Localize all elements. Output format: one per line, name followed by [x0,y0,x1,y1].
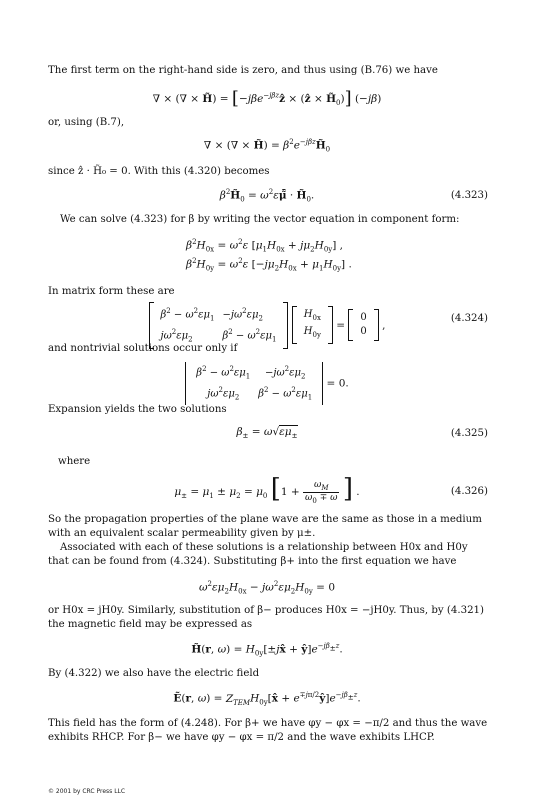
equation-number-4325: (4.325) [450,428,488,439]
equation-4325: $\beta_\pm = \omega√\varepsilon\mu_\pm$ [236,426,298,441]
equation-substitution: $\omega^2\varepsilon\mu_2H_{0x} - j\omega^2\varepsilon\mu_2H_{0y} = 0$ [198,580,335,596]
equation-curl-2: ∇ × (∇ × H̃) = $\beta^2e^{-j\beta z}H̃_0$ [203,138,331,154]
paragraph-10: Associated with each of these solutions is a relationship between H0x and H0y that can be found from (4.324). Substituting β+ into the first equation we have [48,542,468,567]
equation-4326: $\mu_\pm = \mu_1 \pm \mu_2 = \mu_0$ [1 + $\frac{\omega_M}{\omega_0 \mp \omega}$ ] . [174,474,360,505]
paragraph-7: Expansion yields the two solutions [48,404,227,415]
equation-component-form: $\beta^2H_{0x} = \omega^2\varepsilon$ $[\mu_1H_{0x} + j\mu_2H_{0y}]$ , $\beta^2H_{0y} = \omega^2\varepsilon$ $[-j\mu_2H_{0x} + \mu_1H_{0y}]$ . [186,238,352,273]
paragraph-8: where [58,456,91,467]
equation-number-4326: (4.326) [450,486,488,497]
equation-curl-1: ∇ × (∇ × H̃) = [−jβe$^{-j\beta z}$ẑ × (ẑ × $H̃_0$)] (−jβ) [152,88,382,109]
paragraph-11: or H0x = jH0y. Similarly, substitution of β− produces H0x = −jH0y. Thus, by (4.321) the magnetic field may be expressed as [48,605,485,630]
equation-4323: $\beta^2H̃_0$ = $\omega^2\varepsilon\mũ̄$ · $H̃_0$. [219,188,315,204]
equation-number-4324: (4.324) [450,313,488,324]
paragraph-9: So the propagation properties of the plane wave are the same as those in a medium with an equivalent scalar permeability given by μ±. [48,514,482,539]
paragraph-12: By (4.322) we also have the electric field [48,668,260,679]
equation-electric-field: Ẽ(r, $\omega) = Z_{TEM}H_{0y}[x̂$ + $e^{\mp j\pi/2}ŷ]e^{-j\beta_\pm z}$. [173,691,361,707]
paragraph-1: The first term on the right-hand side is zero, and thus using (B.76) we have [48,65,438,76]
paragraph-4: We can solve (4.323) for β by writing the vector equation in component form: [60,214,460,225]
paragraph-3: since ẑ · H̃₀ = 0. With this (4.320) becomes [48,166,270,177]
paragraph-5: In matrix form these are [48,286,175,297]
equation-4324: $\beta^2 - \omega^2\varepsilon\mu_1$ $-j\omega^2\varepsilon\mu_2$ $j\omega^2\varepsilon\mu_2$ $\beta^2 - \omega^2\varepsilon\mu_1$ $H_{0x}$ $H_{0y}$ = 0 0 , [0,304,534,347]
copyright-footer: © 2001 by CRC Press LLC [48,788,126,795]
paragraph-6: and nontrivial solutions occur only if [48,343,238,354]
paragraph-13: This field has the form of (4.248). For β+ we have φy − φx = −π/2 and thus the wave exhibits RHCP. For β− we have φy − φx = π/2 and the wave exhibits LHCP. [48,718,488,743]
equation-magnetic-field: H̃(r, $\omega) = H_{0y}[\pm jx̂$ + $ŷ]e^{-j\beta_\pm z}$. [191,642,343,658]
equation-determinant: $\beta^2 - \omega^2\varepsilon\mu_1$ $-j\omega^2\varepsilon\mu_2$ $j\omega^2\varepsilon\mu_2$ $\beta^2 - \omega^2\varepsilon\mu_1$ = 0. [0,362,534,405]
paragraph-2: or, using (B.7), [48,117,125,128]
equation-number-4323: (4.323) [450,190,488,201]
